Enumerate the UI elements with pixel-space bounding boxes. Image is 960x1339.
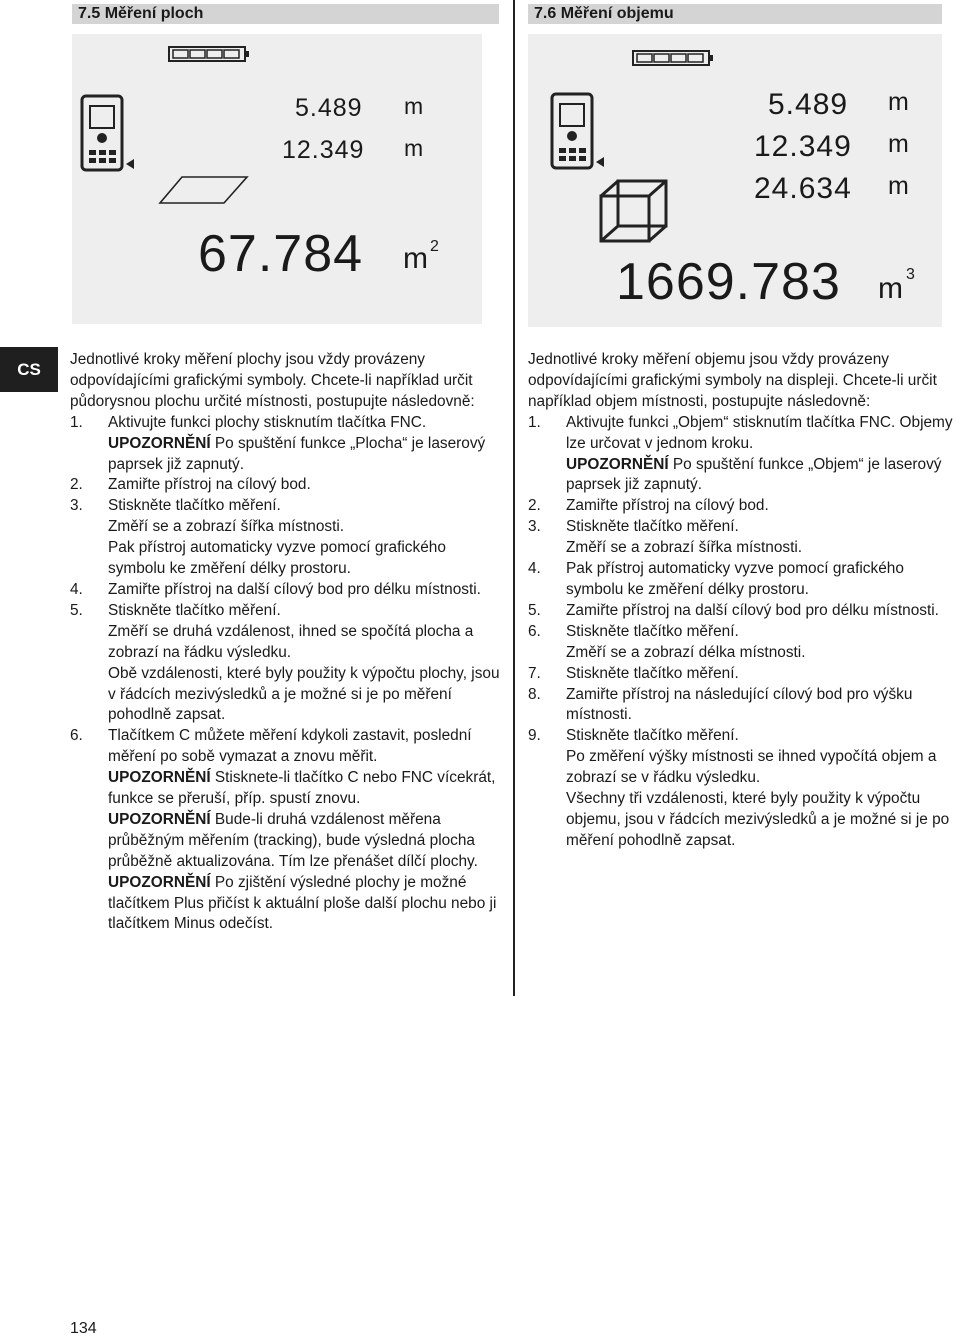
area-result-unit: m: [403, 242, 428, 275]
step-detail: Změří se druhá vzdálenost, ihned se spočítá plocha a zobrazí na řádku výsledku.: [108, 622, 474, 661]
section-heading-area: 7.5 Měření ploch: [72, 4, 499, 24]
list-item: 6. Stiskněte tlačítko měření.: [528, 622, 739, 640]
list-item: 5. Stiskněte tlačítko měření.: [70, 601, 281, 619]
step-detail: Změří se a zobrazí šířka místnosti.: [566, 539, 803, 557]
volume-result-exponent: 3: [906, 266, 915, 283]
list-item: 3. Stiskněte tlačítko měření.: [70, 497, 281, 515]
battery-icon: [168, 46, 250, 62]
step-detail: Všechny tři vzdálenosti, které byly použity k výpočtu objemu, jsou v řádcích mezivýsledků a je možné si je po měření pohodlně zapsat.: [566, 790, 950, 849]
list-item: 2. Zamiřte přístroj na cílový bod.: [70, 476, 311, 494]
section-heading-volume: 7.6 Měření objemu: [528, 4, 942, 24]
note: UPOZORNĚNÍ Bude-li druhá vzdálenost měřena průběžným měřením (tracking), bude výsledná plocha průběžně aktualizována. Tím lze přenášet dílčí plochy.: [108, 810, 478, 870]
volume-instructions: [528, 350, 957, 852]
volume-line1-unit: m: [888, 88, 909, 116]
area-line1-unit: m: [404, 93, 424, 119]
volume-intro: Jednotlivé kroky měření objemu jsou vždy provázeny odpovídajícími grafickými symboly na displeji. Chcete-li určit například objem místnosti, postupujte následovně:: [528, 351, 937, 410]
list-item: 2. Zamiřte přístroj na cílový bod.: [528, 497, 769, 515]
language-tab: CS: [0, 347, 58, 392]
area-result-exponent: 2: [430, 238, 439, 255]
area-instructions: [70, 350, 501, 935]
page-number: 134: [70, 1320, 97, 1337]
list-item: 8. Zamiřte přístroj na následující cílový bod pro výšku místnosti.: [528, 685, 913, 724]
note: UPOZORNĚNÍ Stisknete-li tlačítko C nebo FNC vícekrát, funkce se přeruší, příp. spustí znovu.: [108, 769, 496, 808]
column-divider: [513, 0, 515, 996]
battery-icon: [632, 50, 714, 66]
area-line1-value: 5.489: [295, 94, 363, 122]
note: UPOZORNĚNÍ Po spuštění funkce „Plocha“ je laserový paprsek již zapnutý.: [108, 434, 486, 473]
step-detail: Změří se a zobrazí délka místnosti.: [566, 643, 806, 661]
step-detail: Obě vzdálenosti, které byly použity k výpočtu plochy, jsou v řádcích mezivýsledků a je možné si je po měření pohodlně zapsat.: [108, 664, 500, 724]
list-item: 6. Tlačítkem C můžete měření kdykoli zastavit, poslední měření po sobě vymazat a znovu měřit.: [70, 727, 472, 766]
step-detail: Po změření výšky místnosti se ihned vypočítá objem a zobrazí se v řádku výsledku.: [566, 748, 937, 787]
floor-area-icon: [158, 174, 250, 206]
list-item: 4. Zamiřte přístroj na další cílový bod pro délku místnosti.: [70, 580, 481, 598]
area-line2-value: 12.349: [282, 136, 365, 164]
volume-result-value: 1669.783: [616, 253, 841, 311]
step-detail: Pak přístroj automaticky vyzve pomocí grafického symbolu ke změření délky prostoru.: [108, 539, 446, 578]
list-item: 1. Aktivujte funkci plochy stisknutím tlačítka FNC.: [70, 413, 427, 431]
list-item: 1. Aktivujte funkci „Objem“ stisknutím tlačítka FNC. Objemy lze určovat v jednom kroku.: [528, 413, 953, 452]
area-display-panel: [72, 34, 482, 324]
volume-display-panel: [528, 34, 942, 327]
device-icon: [550, 92, 606, 172]
list-item: 4. Pak přístroj automaticky vyzve pomocí grafického symbolu ke změření délky prostoru.: [528, 560, 904, 598]
area-intro: Jednotlivé kroky měření plochy jsou vždy provázeny odpovídajícími grafickými symboly. Chcete-li například určit půdorysnou plochu určité místnosti, postupujte následovně:: [70, 351, 475, 410]
volume-line2-unit: m: [888, 130, 909, 158]
list-item: 3. Stiskněte tlačítko měření.: [528, 518, 739, 536]
volume-result-unit: m: [878, 272, 903, 305]
volume-line2-value: 12.349: [754, 130, 852, 163]
volume-line1-value: 5.489: [768, 88, 849, 121]
cube-icon: [598, 178, 670, 244]
device-icon: [80, 94, 136, 174]
volume-line3-unit: m: [888, 172, 909, 200]
area-result-value: 67.784: [198, 225, 364, 283]
note: UPOZORNĚNÍ Po spuštění funkce „Objem“ je laserový paprsek již zapnutý.: [566, 455, 942, 494]
area-line2-unit: m: [404, 135, 424, 161]
note: UPOZORNĚNÍ Po zjištění výsledné plochy je možné tlačítkem Plus přičíst k aktuální ploše další plochu nebo ji tlačítkem Minus odečíst.: [108, 873, 497, 933]
volume-line3-value: 24.634: [754, 172, 852, 205]
list-item: 9. Stiskněte tlačítko měření.: [528, 727, 739, 745]
list-item: 5. Zamiřte přístroj na další cílový bod pro délku místnosti.: [528, 601, 939, 619]
list-item: 7. Stiskněte tlačítko měření.: [528, 664, 739, 682]
step-detail: Změří se a zobrazí šířka místnosti.: [108, 518, 345, 536]
